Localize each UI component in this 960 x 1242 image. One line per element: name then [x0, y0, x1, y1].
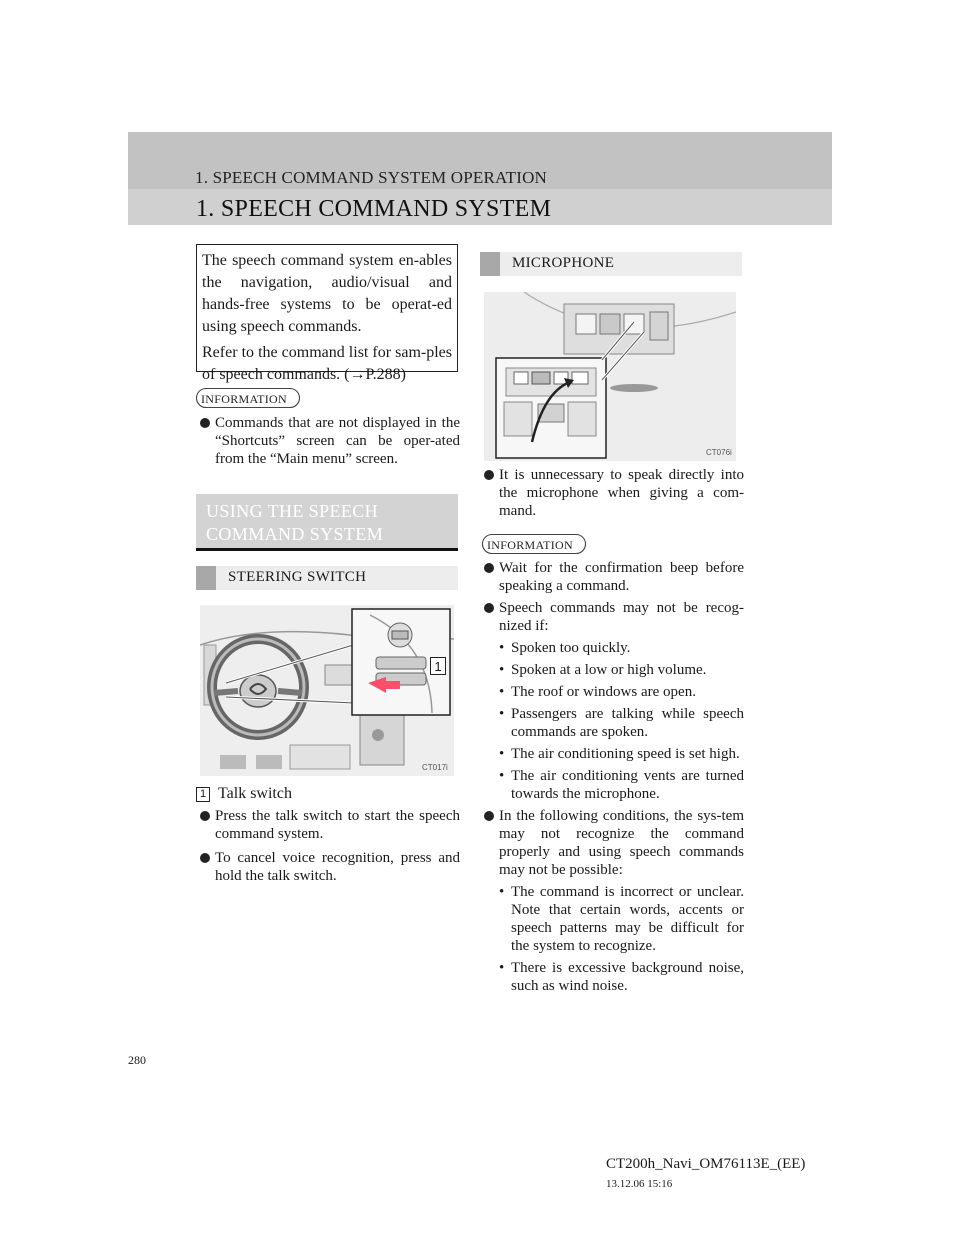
intro-box [196, 244, 458, 383]
bullet-icon [484, 470, 494, 480]
microphone-bullet [482, 466, 744, 522]
sub-item: • Passengers are talking while speech commands are spoken. [499, 706, 744, 740]
info2-bullet-3: In the following conditions, the sys-tem may not recognize the command properly and using speech commands may not be possible: [482, 807, 744, 879]
steering-bullet-2: To cancel voice recognition, press and hold the talk switch. [198, 849, 460, 885]
steering-switch-heading [196, 566, 458, 590]
sub-item: • The air conditioning speed is set high. [499, 746, 740, 762]
microphone-figure [484, 292, 736, 461]
information-block-1 [198, 414, 460, 470]
callout-number-box: 1 [196, 787, 210, 802]
steering-wheel-illustration [200, 605, 454, 776]
sub-item: • There is excessive background noise, such as wind noise. [499, 960, 744, 994]
microphone-heading [480, 252, 742, 276]
sub-item: • The roof or windows are open. [499, 684, 696, 700]
figure-code: CT017i [422, 763, 448, 772]
document-id: CT200h_Navi_OM76113E_(EE) [606, 1156, 806, 1172]
information-label: INFORMATION [196, 388, 300, 408]
using-speech-heading [196, 494, 458, 551]
steering-switch-heading-text: STEERING SWITCH [228, 569, 367, 585]
information-label-2: INFORMATION [482, 534, 586, 554]
intro-paragraph-1: The speech command system en-ables the navigation, audio/visual and hands-free systems to be operat-ed using speech commands. [202, 252, 452, 335]
bullet-icon [484, 811, 494, 821]
bullet-icon [200, 811, 210, 821]
figure-code: CT076i [706, 448, 732, 457]
section-title: 1. SPEECH COMMAND SYSTEM [196, 196, 552, 222]
microphone-heading-text: MICROPHONE [512, 255, 615, 271]
steering-bullet-1: Press the talk switch to start the speech command system. [198, 807, 460, 843]
using-speech-heading-text: USING THE SPEECH COMMAND SYSTEM [206, 501, 384, 544]
bullet-icon [484, 603, 494, 613]
sub-item: • The command is incorrect or unclear. Note that certain words, accents or speech patterns may be difficult for the system to recognize. [499, 884, 744, 954]
information-block-2 [482, 559, 744, 997]
heading-marker [196, 566, 216, 590]
steering-bullets [198, 807, 460, 887]
print-date: 13.12.06 15:16 [606, 1178, 673, 1190]
chapter-title: 1. SPEECH COMMAND SYSTEM OPERATION [195, 168, 548, 187]
microphone-bullet-item: It is unnecessary to speak directly into the microphone when giving a com-mand. [482, 466, 744, 520]
bullet-icon [200, 853, 210, 863]
header-band [128, 132, 832, 225]
info2-bullet-2: Speech commands may not be recog-nized if: [482, 599, 744, 635]
bullet-icon [484, 563, 494, 573]
bullet-icon [200, 418, 210, 428]
info1-bullet: Commands that are not displayed in the “Shortcuts” screen can be oper-ated from the “Main menu” screen. [198, 414, 460, 468]
intro-paragraph-2: Refer to the command list for sam-ples of speech commands. (→P.288) [202, 344, 452, 383]
info2-bullet-1: Wait for the confirmation beep before speaking a command. [482, 559, 744, 595]
heading-marker [480, 252, 500, 276]
sub-item: • Spoken too quickly. [499, 640, 631, 656]
overhead-console-illustration [484, 292, 736, 461]
sub-item: • The air conditioning vents are turned towards the microphone. [499, 768, 744, 802]
figure-callout-number: 1 [430, 657, 446, 675]
talk-switch-label: Talk switch [218, 785, 292, 802]
page-number: 280 [128, 1053, 146, 1067]
steering-switch-figure [200, 605, 454, 776]
sub-item: • Spoken at a low or high volume. [499, 662, 707, 678]
